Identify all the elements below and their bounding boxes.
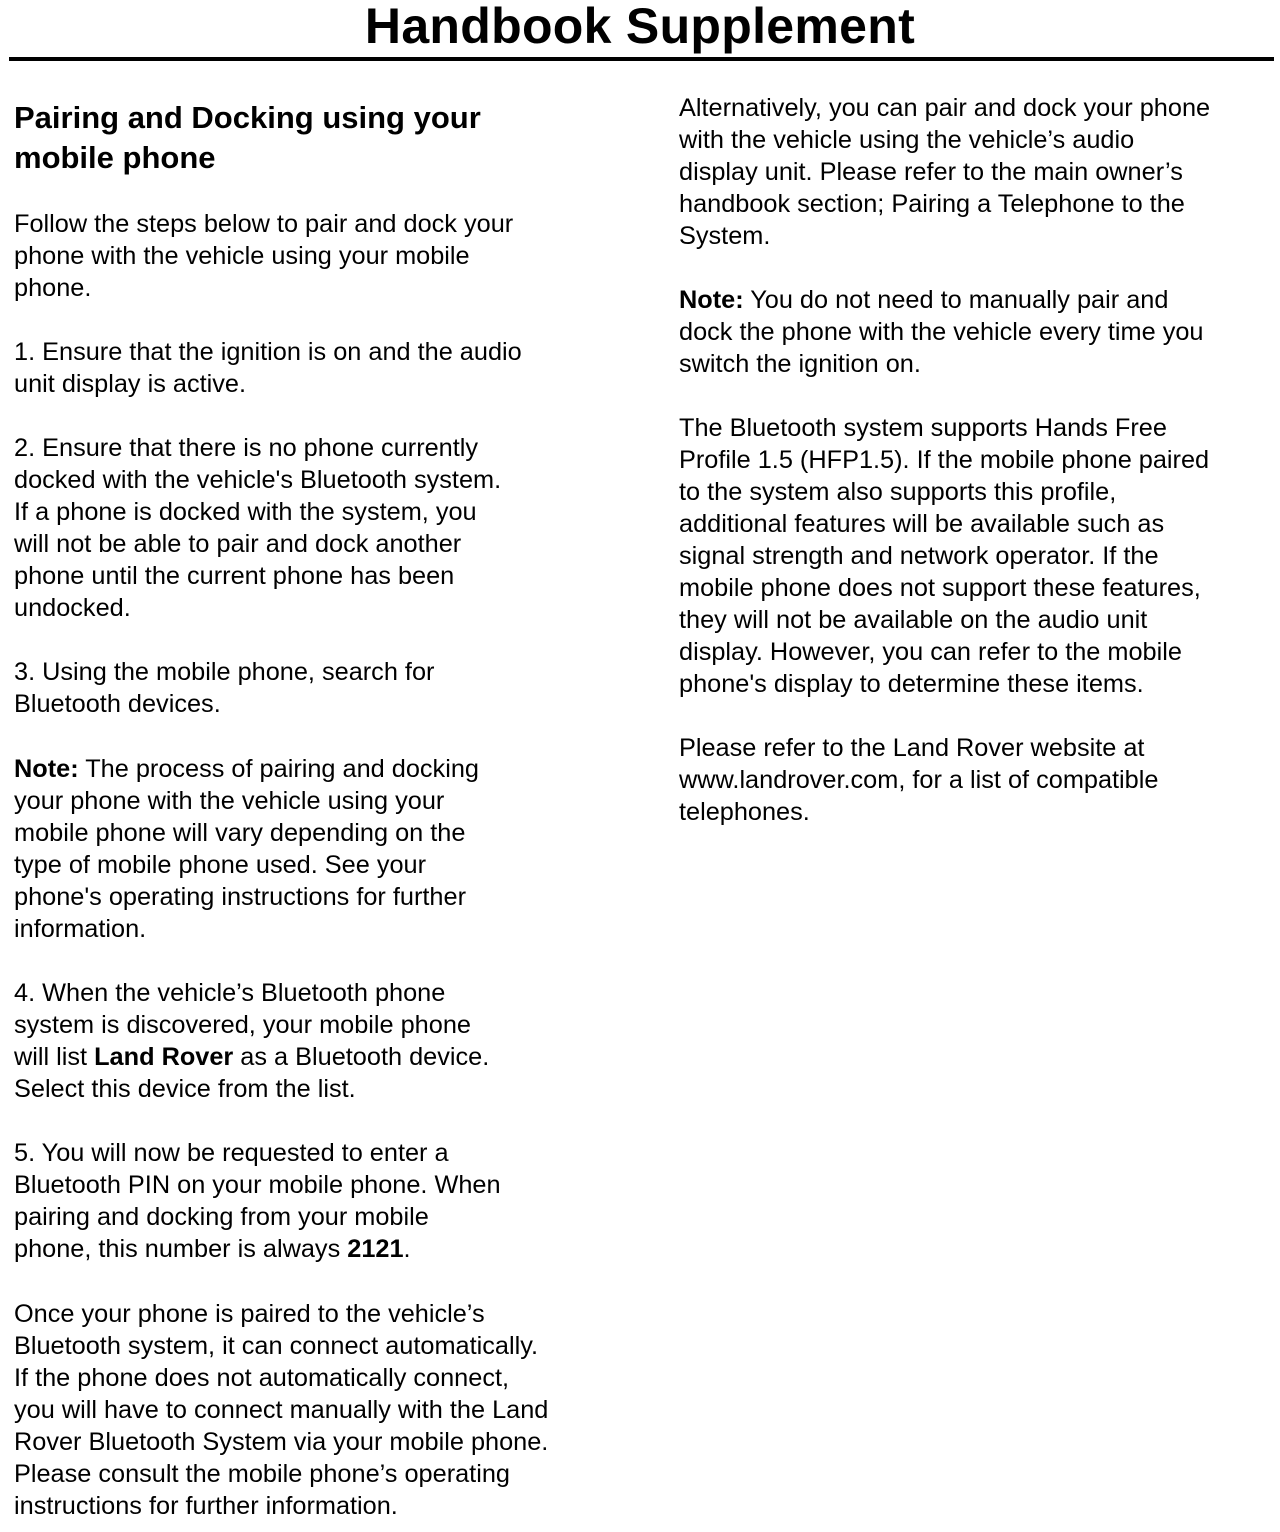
section-heading-line: Pairing and Docking using your — [14, 100, 481, 135]
note-2-paragraph — [679, 284, 1204, 380]
text-line: phone. — [14, 274, 92, 302]
text-line: Rover Bluetooth System via your mobile phone. — [14, 1428, 549, 1456]
intro-paragraph — [14, 208, 513, 304]
text-line: phone until the current phone has been — [14, 562, 455, 590]
text-line: display unit. Please refer to the main owner’s — [679, 158, 1183, 186]
text-line: they will not be available on the audio unit — [679, 606, 1148, 634]
text-fragment: The process of pairing and docking — [78, 755, 479, 783]
text-line — [14, 1233, 501, 1265]
text-line: handbook section; Pairing a Telephone to the — [679, 190, 1185, 218]
text-line: display. However, you can refer to the mobile — [679, 638, 1182, 666]
text-fragment: . — [403, 1235, 411, 1263]
step-3-paragraph — [14, 656, 434, 720]
title-divider — [9, 57, 1274, 61]
text-line: Once your phone is paired to the vehicle’s — [14, 1300, 485, 1328]
text-line: Alternatively, you can pair and dock your phone — [679, 94, 1211, 122]
text-line: mobile phone will vary depending on the — [14, 819, 466, 847]
text-line: to the system also supports this profile, — [679, 478, 1117, 506]
text-line: dock the phone with the vehicle every time you — [679, 318, 1204, 346]
text-line: phone's display to determine these items. — [679, 670, 1144, 698]
text-line: undocked. — [14, 594, 131, 622]
text-line: unit display is active. — [14, 370, 246, 398]
note-1-paragraph — [14, 753, 479, 945]
text-line: with the vehicle using the vehicle’s audio — [679, 126, 1135, 154]
text-line: mobile phone does not support these features, — [679, 574, 1201, 602]
step-2-paragraph — [14, 432, 501, 624]
text-line: your phone with the vehicle using your — [14, 787, 445, 815]
text-line: If a phone is docked with the system, you — [14, 498, 477, 526]
text-line: phone's operating instructions for further — [14, 883, 466, 911]
hfp-paragraph — [679, 412, 1209, 700]
text-line: System. — [679, 222, 771, 250]
text-fragment: phone, this number is always — [14, 1235, 348, 1263]
text-line: The Bluetooth system supports Hands Free — [679, 414, 1167, 442]
text-fragment: will list — [14, 1043, 95, 1071]
closing-paragraph — [14, 1298, 548, 1522]
text-line: www.landrover.com, for a list of compatible — [679, 766, 1159, 794]
text-line: Please consult the mobile phone’s operating — [14, 1460, 510, 1488]
text-line: system is discovered, your mobile phone — [14, 1011, 471, 1039]
text-line: Profile 1.5 (HFP1.5). If the mobile phone paired — [679, 446, 1210, 474]
text-line: telephones. — [679, 798, 810, 826]
section-heading-line: mobile phone — [14, 140, 216, 175]
step-1-paragraph — [14, 336, 522, 400]
text-line: 5. You will now be requested to enter a — [14, 1139, 449, 1167]
text-line: Bluetooth PIN on your mobile phone. When — [14, 1171, 501, 1199]
text-line: docked with the vehicle's Bluetooth system. — [14, 466, 502, 494]
note-label: Note: — [679, 286, 744, 314]
note-label: Note: — [14, 755, 79, 783]
text-line: type of mobile phone used. See your — [14, 851, 427, 879]
step-4-paragraph — [14, 977, 489, 1105]
page-title: Handbook Supplement — [364, 0, 916, 54]
text-fragment: as a Bluetooth device. — [233, 1043, 490, 1071]
text-line: If the phone does not automatically connect, — [14, 1364, 510, 1392]
text-line: will not be able to pair and dock another — [14, 530, 462, 558]
text-line: Please refer to the Land Rover website at — [679, 734, 1145, 762]
text-line: Follow the steps below to pair and dock your — [14, 210, 514, 238]
website-paragraph — [679, 732, 1158, 828]
text-line: 3. Using the mobile phone, search for — [14, 658, 435, 686]
text-line — [679, 284, 1204, 316]
section-heading — [14, 98, 481, 178]
text-line: 4. When the vehicle’s Bluetooth phone — [14, 979, 446, 1007]
alternative-paragraph — [679, 92, 1210, 252]
text-line: you will have to connect manually with the Land — [14, 1396, 549, 1424]
device-name: Land Rover — [94, 1043, 234, 1071]
text-fragment: You do not need to manually pair and — [743, 286, 1169, 314]
step-5-paragraph — [14, 1137, 501, 1265]
text-line: signal strength and network operator. If the — [679, 542, 1159, 570]
text-line — [14, 753, 479, 785]
bluetooth-pin: 2121 — [347, 1235, 404, 1263]
text-line: additional features will be available such as — [679, 510, 1165, 538]
text-line: 2. Ensure that there is no phone currently — [14, 434, 479, 462]
text-line: Bluetooth system, it can connect automatically. — [14, 1332, 538, 1360]
text-line: switch the ignition on. — [679, 350, 921, 378]
text-line: Select this device from the list. — [14, 1075, 356, 1103]
text-line: instructions for further information. — [14, 1492, 398, 1520]
text-line: 1. Ensure that the ignition is on and the audio — [14, 338, 522, 366]
text-line: pairing and docking from your mobile — [14, 1203, 429, 1231]
text-line: phone with the vehicle using your mobile — [14, 242, 470, 270]
text-line — [14, 1041, 489, 1073]
text-line: Bluetooth devices. — [14, 690, 221, 718]
text-line: information. — [14, 915, 147, 943]
